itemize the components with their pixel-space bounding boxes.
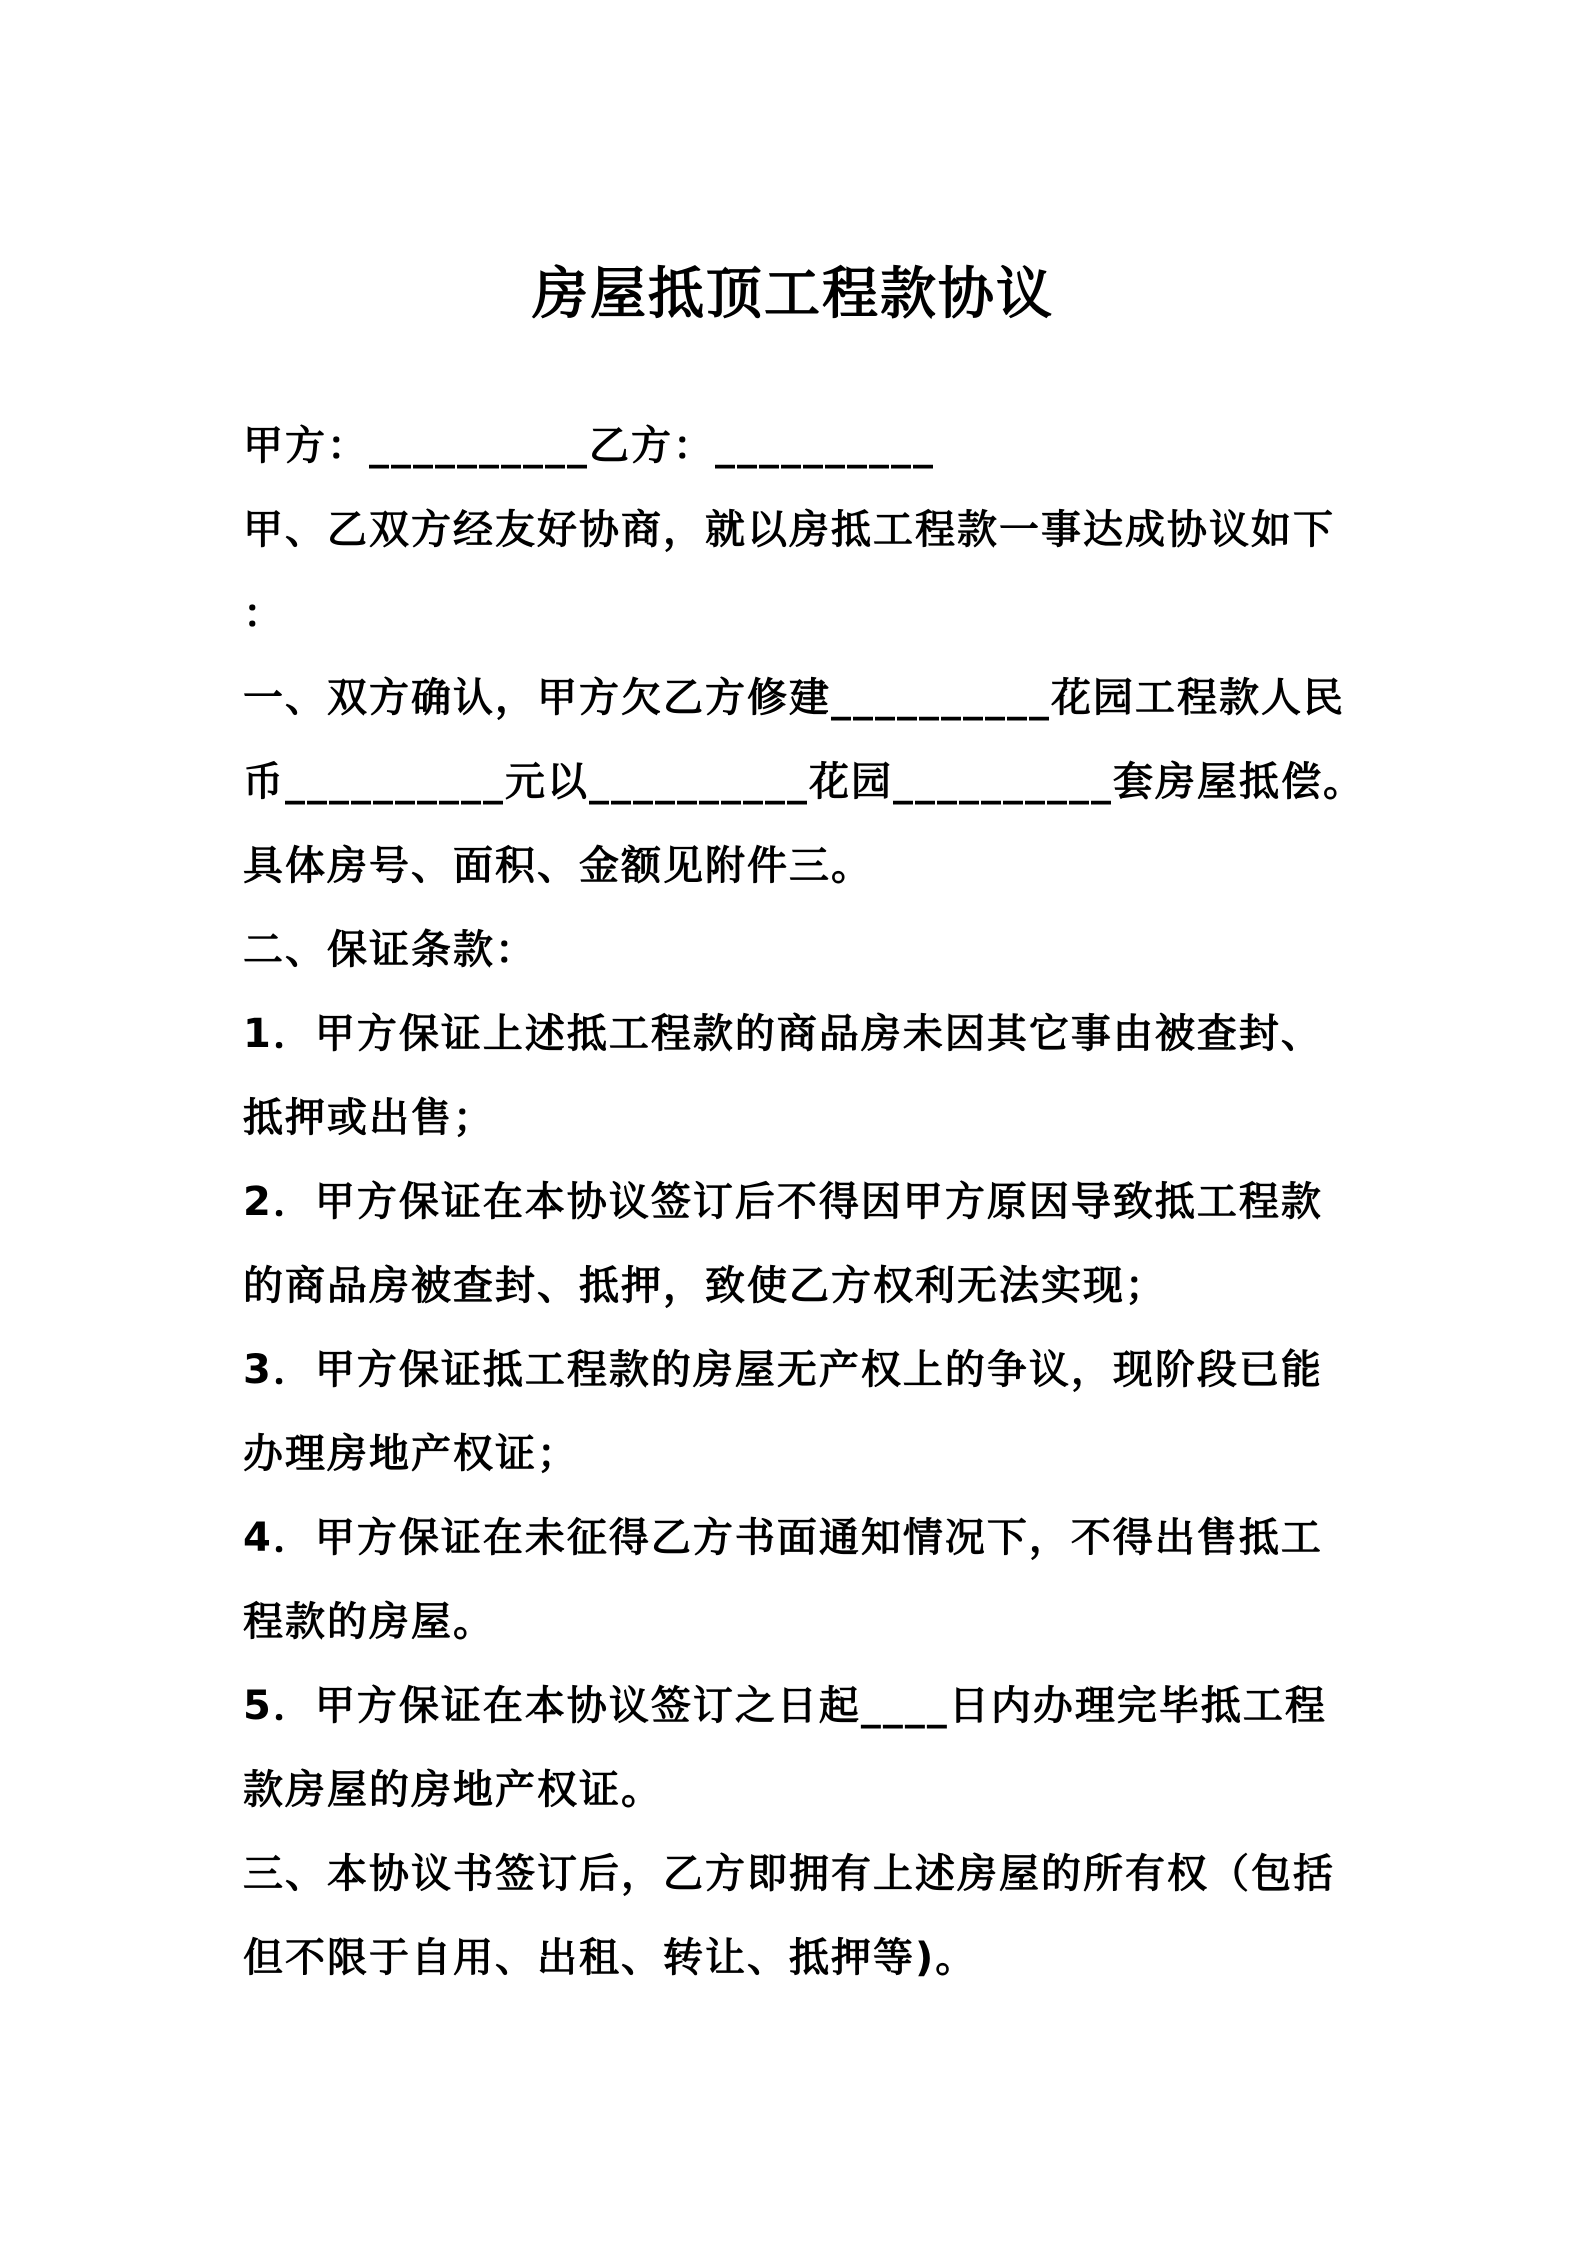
intro-line: 甲、乙双方经友好协商，就以房抵工程款一事达成协议如下 — [243, 507, 1335, 553]
item-4-line-2: 程款的房屋。 — [243, 1599, 495, 1645]
item-3-line-1: 3．甲方保证抵工程款的房屋无产权上的争议，现阶段已能 — [243, 1347, 1323, 1393]
clause-3-line-1: 三、本协议书签订后，乙方即拥有上述房屋的所有权（包括 — [243, 1851, 1335, 1897]
item-2-line-1: 2．甲方保证在本协议签订后不得因甲方原因导致抵工程款 — [243, 1179, 1323, 1225]
item-1-line-2: 抵押或出售； — [243, 1095, 495, 1141]
clause-2-heading: 二、保证条款： — [243, 927, 537, 973]
party-line: 甲方：__________乙方：__________ — [243, 423, 935, 469]
item-2-line-2: 的商品房被查封、抵押，致使乙方权利无法实现； — [243, 1263, 1167, 1309]
clause-1-line-2: 币__________元以__________花园__________套房屋抵偿。 — [243, 759, 1365, 805]
clause-1-line-3: 具体房号、面积、金额见附件三。 — [243, 843, 873, 889]
clause-3-line-2: 但不限于自用、出租、转让、抵押等)。 — [243, 1935, 978, 1981]
item-5-line-1: 5．甲方保证在本协议签订之日起____日内办理完毕抵工程 — [243, 1683, 1327, 1729]
clause-1-line-1: 一、双方确认，甲方欠乙方修建__________花园工程款人民 — [243, 675, 1345, 721]
item-5-line-2: 款房屋的房地产权证。 — [243, 1767, 663, 1813]
item-1-line-1: 1．甲方保证上述抵工程款的商品房未因其它事由被查封、 — [243, 1011, 1323, 1057]
item-3-line-2: 办理房地产权证； — [243, 1431, 579, 1477]
intro-line-colon: ： — [243, 591, 285, 637]
item-4-line-1: 4．甲方保证在未征得乙方书面通知情况下，不得出售抵工 — [243, 1515, 1323, 1561]
document-title: 房屋抵顶工程款协议 — [532, 262, 1054, 327]
